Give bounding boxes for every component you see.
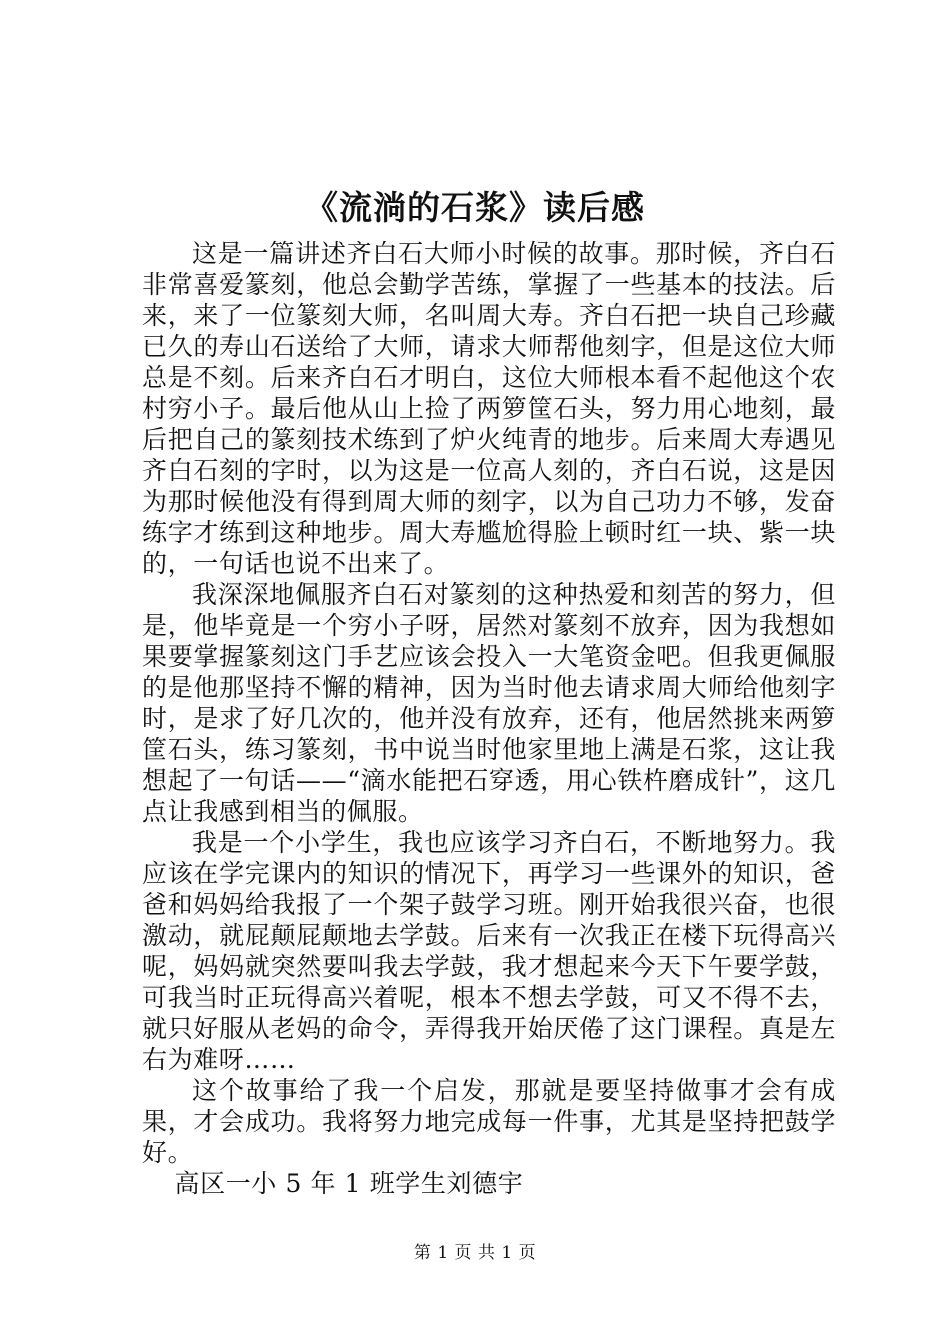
paragraph-1: 这是一篇讲述齐白石大师小时候的故事。那时候，齐白石非常喜爱篆刻，他总会勤学苦练，掌握了一些基本的技法。后来，来了一位篆刻大师，名叫周大寿。齐白石把一块自己珍藏已久的寿山石送给了大师，请求大师帮他刻字，但是这位大师总是不刻。后来齐白石才明白，这位大师根本看不起他这个农村穷小子。最后他从山上捡了两箩筐石头，努力用心地刻，最后把自己的篆刻技术练到了炉火纯青的地步。后来周大寿遇见齐白石刻的字时，以为这是一位高人刻的，齐白石说，这是因为那时候他没有得到周大师的刻字，以为自己功力不够，发奋练字才练到这种地步。周大寿尴尬得脸上顿时红一块、紫一块的，一句话也说不出来了。	[142, 239, 836, 578]
page-footer: 第 1 页 共 1 页	[413, 1243, 537, 1263]
paragraph-4: 这个故事给了我一个启发，那就是要坚持做事才会有成果，才会成功。我将努力地完成每一件事，尤其是坚持把鼓学好。	[142, 1076, 836, 1167]
paragraph-3: 我是一个小学生，我也应该学习齐白石，不断地努力。我应该在学完课内的知识的情况下，再学习一些课外的知识，爸爸和妈妈给我报了一个架子鼓学习班。刚开始我很兴奋，也很激动，就屁颠屁颠地去学鼓。后来有一次我正在楼下玩得高兴呢，妈妈就突然要叫我去学鼓，我才想起来今天下午要学鼓，可我当时正玩得高兴着呢，根本不想去学鼓，可又不得不去，就只好服从老妈的命令，弄得我开始厌倦了这门课程。真是左右为难呀……	[142, 828, 836, 1074]
paragraph-2: 我深深地佩服齐白石对篆刻的这种热爱和刻苦的努力，但是，他毕竟是一个穷小子呀，居然对篆刻不放弃，因为我想如果要掌握篆刻这门手艺应该会投入一大笔资金吧。但我更佩服的是他那坚持不懈的精神，因为当时他去请求周大师给他刻字时，是求了好几次的，他并没有放弃，还有，他居然挑来两箩筐石头，练习篆刻，书中说当时他家里地上满是石浆，这让我想起了一句话——“滴水能把石穿透，用心铁杵磨成针”，这几点让我感到相当的佩服。	[142, 580, 836, 826]
author-signature: 高区一小 5 年 1 班学生刘德宇	[174, 1169, 524, 1198]
document-body	[142, 238, 836, 1199]
document-title: 《流淌的石浆》读后感	[305, 188, 645, 227]
